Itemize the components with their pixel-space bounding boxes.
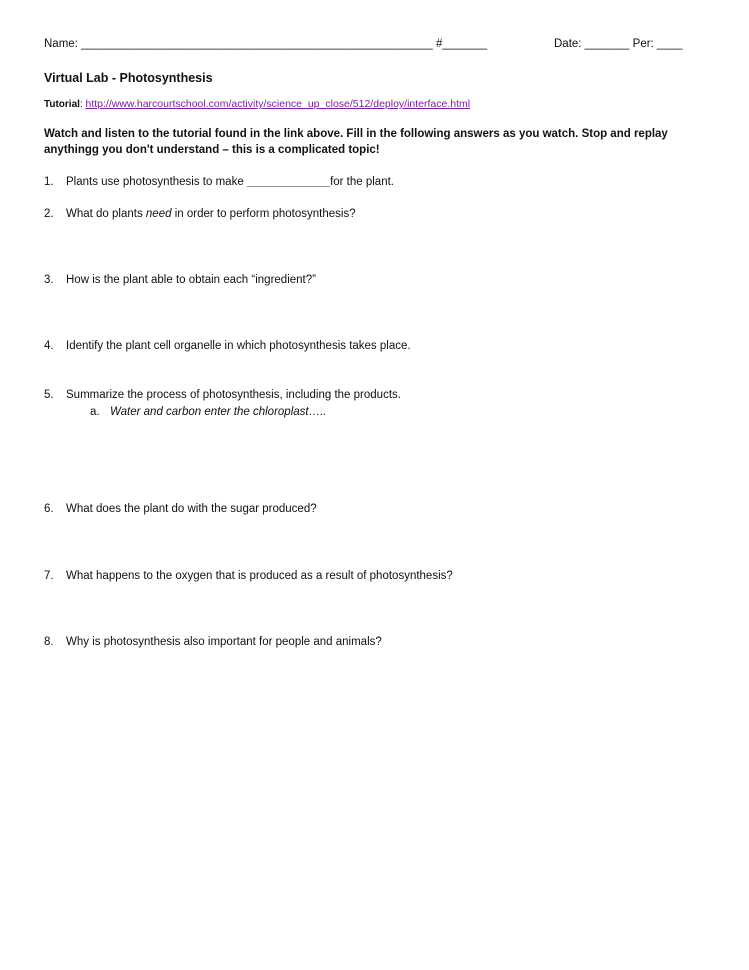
question-5-text: Summarize the process of photosynthesis, including the products. (66, 389, 401, 401)
tutorial-separator: : (79, 99, 86, 110)
answer-blank[interactable]: _____________ (246, 176, 331, 188)
question-2-number: 2. (44, 208, 54, 220)
question-4-text: Identify the plant cell organelle in which photosynthesis takes place. (66, 340, 411, 352)
tutorial-line (44, 97, 470, 112)
question-6-number: 6. (44, 503, 54, 515)
name-field: Name: _______________________________________________________ #_______ (44, 38, 488, 50)
question-number: 1. (44, 176, 54, 188)
emphasis-need: need (145, 208, 172, 220)
question-text-end: in order to perform photosynthesis? (171, 208, 356, 220)
question-5a-label: a. (90, 406, 100, 418)
tutorial-link[interactable]: http://www.harcourtschool.com/activity/science_up_close/512/deploy/interface.html (85, 98, 471, 110)
question-3-number: 3. (44, 274, 54, 286)
question-5-number: 5. (44, 389, 54, 401)
question-text-end: for the plant. (330, 176, 394, 188)
tutorial-label: Tutorial (44, 99, 80, 110)
date-period-field: Date: _______ Per: ____ (554, 38, 683, 50)
question-7-text: What happens to the oxygen that is produced as a result of photosynthesis? (66, 570, 453, 582)
question-6-text: What does the plant do with the sugar produced? (66, 503, 317, 515)
question-8-text: Why is photosynthesis also important for people and animals? (66, 636, 382, 648)
question-8-number: 8. (44, 636, 54, 648)
question-1 (44, 175, 54, 189)
question-7-number: 7. (44, 570, 54, 582)
question-3-text: How is the plant able to obtain each “ingredient?” (66, 274, 316, 286)
instructions: Watch and listen to the tutorial found in the link above. Fill in the following answers as you watch. Stop and replay anythingg you don't understand – this is a complicated topic! (44, 128, 668, 156)
question-2-text (66, 207, 356, 221)
question-4-number: 4. (44, 340, 54, 352)
worksheet-title: Virtual Lab - Photosynthesis (44, 71, 213, 85)
question-text: What do plants (66, 208, 146, 220)
question-1-text (66, 175, 394, 189)
question-text: Plants use photosynthesis to make (66, 176, 247, 188)
question-5a-text: Water and carbon enter the chloroplast….. (110, 406, 327, 418)
